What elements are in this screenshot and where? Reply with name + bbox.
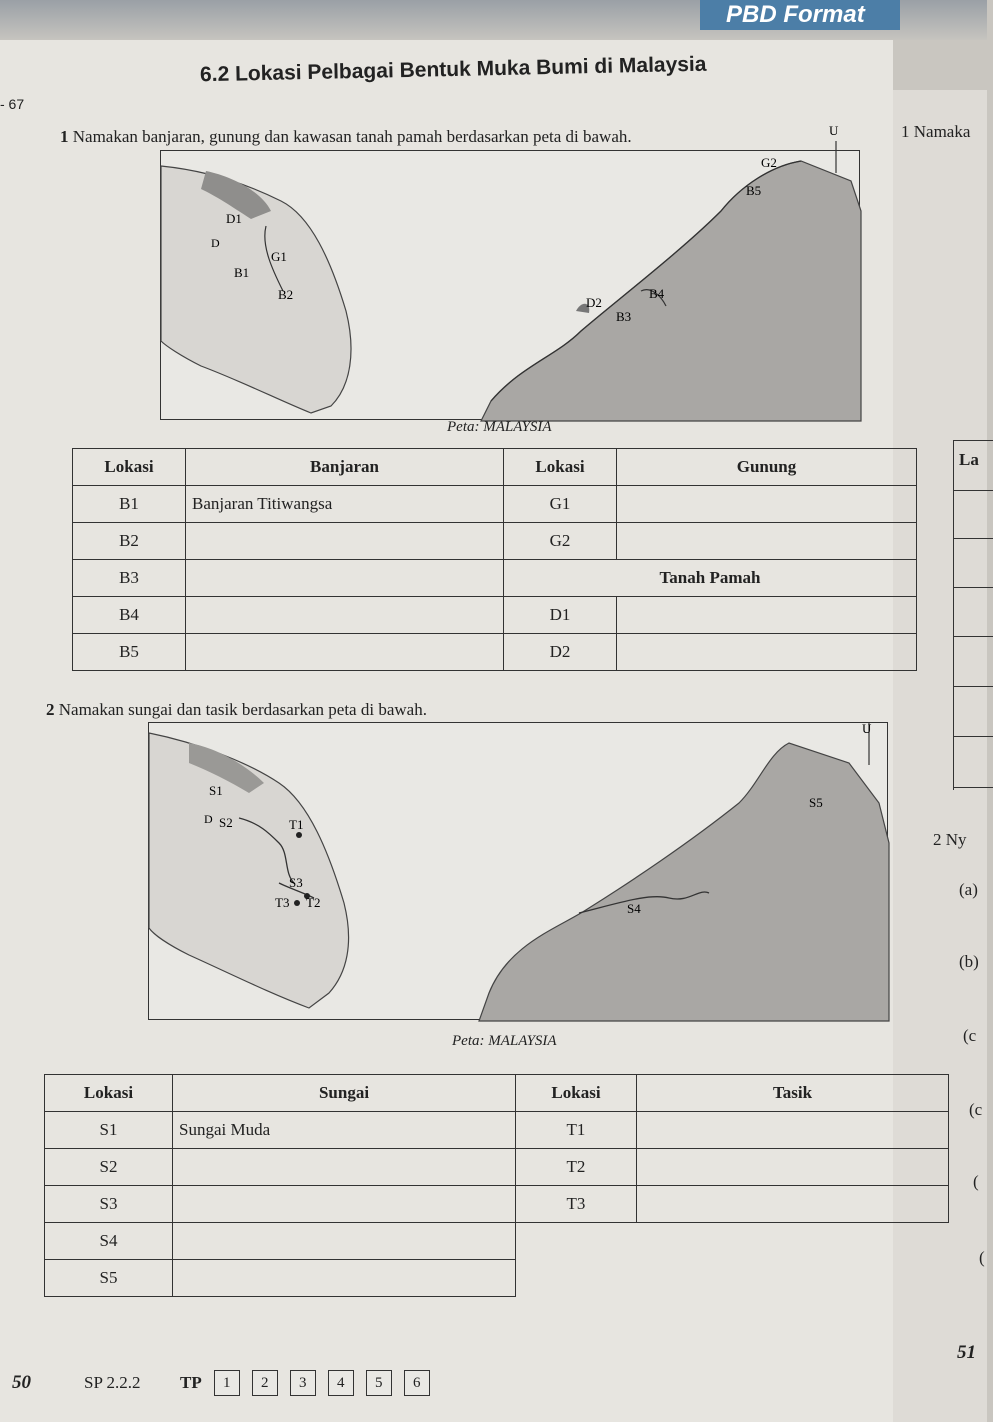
right-table-border xyxy=(953,440,954,790)
q2-col-sungai: Sungai xyxy=(173,1075,516,1112)
q2-tasik-nama[interactable] xyxy=(637,1112,949,1149)
q1-col-tanah-pamah: Tanah Pamah xyxy=(504,560,917,597)
q2-map-label: T2 xyxy=(306,895,321,910)
q1-label xyxy=(60,127,632,147)
q1-map-label: B1 xyxy=(234,265,250,280)
q1-map-label: D1 xyxy=(226,211,242,226)
q1-map-label: D xyxy=(211,236,220,250)
right-table-line xyxy=(953,587,993,588)
right-item-c: (c xyxy=(963,1026,977,1045)
right-table-line xyxy=(953,538,993,539)
q1-map-label: D2 xyxy=(586,295,602,310)
q2-map-label: S1 xyxy=(209,783,223,798)
q1-gunung-nama[interactable] xyxy=(617,523,917,560)
q1-pamah-nama[interactable] xyxy=(617,634,917,671)
q1-map-label: B5 xyxy=(746,183,762,198)
tp-level-5[interactable]: 5 xyxy=(366,1370,392,1396)
q2-tasik-nama[interactable] xyxy=(637,1149,949,1186)
q2-map-drawing xyxy=(149,723,889,1021)
q2-map-label: S4 xyxy=(627,901,641,916)
q1-banjaran-nama[interactable]: Banjaran Titiwangsa xyxy=(186,486,504,523)
q1-text: Namakan banjaran, gunung dan kawasan tanah pamah berdasarkan peta di bawah. xyxy=(72,127,632,146)
right-item-a: (a) xyxy=(959,880,978,899)
q2-tasik-lokasi: T1 xyxy=(516,1112,637,1149)
q1-pamah-lokasi: D2 xyxy=(504,634,617,671)
right-table-line xyxy=(953,787,993,788)
q2-tasik-lokasi: T2 xyxy=(516,1149,637,1186)
q1-banjaran-nama[interactable] xyxy=(186,597,504,634)
tp-row xyxy=(180,1370,430,1396)
tp-level-2[interactable]: 2 xyxy=(252,1370,278,1396)
right-item-b: (b) xyxy=(959,952,979,971)
q1-col-gunung: Gunung xyxy=(617,449,917,486)
q2-sungai-nama[interactable] xyxy=(173,1223,516,1260)
q1-banjaran-lokasi: B4 xyxy=(73,597,186,634)
q2-sungai-nama[interactable] xyxy=(173,1260,516,1297)
right-table-line xyxy=(953,736,993,737)
q1-pamah-nama[interactable] xyxy=(617,597,917,634)
q1-banjaran-lokasi: B3 xyxy=(73,560,186,597)
q1-gunung-lokasi: G1 xyxy=(504,486,617,523)
q2-sungai-nama[interactable] xyxy=(173,1186,516,1223)
q1-map-label: G2 xyxy=(761,155,777,170)
q2-map-label: T1 xyxy=(289,817,304,832)
q1-map-label: B3 xyxy=(616,309,632,324)
q1-col-lokasi: Lokasi xyxy=(73,449,186,486)
q2-tasik-lokasi: T3 xyxy=(516,1186,637,1223)
right-table-line xyxy=(953,440,993,441)
q1-col-banjaran: Banjaran xyxy=(186,449,504,486)
q2-map-label: T3 xyxy=(275,895,290,910)
q2-sungai-lokasi: S1 xyxy=(45,1112,173,1149)
q2-sungai-lokasi: S4 xyxy=(45,1223,173,1260)
right-item-d: (c xyxy=(969,1100,983,1119)
q2-map-label: S5 xyxy=(809,795,823,810)
q1-banjaran-nama[interactable] xyxy=(186,523,504,560)
t1-lake-marker xyxy=(296,832,302,838)
page-number-left: 50 xyxy=(12,1372,31,1393)
right-q1-text: 1 Namaka xyxy=(901,122,971,141)
q2-map-label: S2 xyxy=(219,815,233,830)
q1-table xyxy=(72,448,917,671)
right-item-e: ( xyxy=(973,1172,979,1191)
q2-col-lokasi: Lokasi xyxy=(45,1075,173,1112)
q1-number: 1 xyxy=(60,127,69,146)
q1-map-caption: Peta: MALAYSIA xyxy=(447,419,552,435)
q1-banjaran-lokasi: B5 xyxy=(73,634,186,671)
q2-map-caption: Peta: MALAYSIA xyxy=(452,1033,557,1049)
pbd-format-banner: PBD Format xyxy=(700,0,900,30)
right-table-head: La xyxy=(959,450,979,469)
q2-col-lokasi2: Lokasi xyxy=(516,1075,637,1112)
q1-banjaran-nama[interactable] xyxy=(186,634,504,671)
q2-map-label: S3 xyxy=(289,875,303,890)
q2-label xyxy=(46,700,427,720)
tp-level-6[interactable]: 6 xyxy=(404,1370,430,1396)
q2-tasik-nama[interactable] xyxy=(637,1186,949,1223)
q1-compass: U xyxy=(829,123,839,138)
q2-sungai-lokasi: S5 xyxy=(45,1260,173,1297)
right-table-line xyxy=(953,636,993,637)
q1-banjaran-lokasi: B2 xyxy=(73,523,186,560)
q2-map xyxy=(148,722,888,1020)
t2-lake-marker xyxy=(294,900,300,906)
q1-map-label: B4 xyxy=(649,286,665,301)
q2-map-label: D xyxy=(204,812,213,826)
q2-sungai-nama[interactable] xyxy=(173,1149,516,1186)
q1-col-lokasi2: Lokasi xyxy=(504,449,617,486)
side-number: - 67 xyxy=(0,96,25,112)
page-number-right: 51 xyxy=(957,1342,976,1363)
empty-cell xyxy=(516,1223,949,1260)
right-table-line xyxy=(953,490,993,491)
q2-sungai-lokasi: S3 xyxy=(45,1186,173,1223)
q2-table xyxy=(44,1074,949,1297)
q2-sungai-nama[interactable]: Sungai Muda xyxy=(173,1112,516,1149)
q1-gunung-nama[interactable] xyxy=(617,486,917,523)
right-item-f: ( xyxy=(979,1248,985,1267)
tp-level-4[interactable]: 4 xyxy=(328,1370,354,1396)
q1-banjaran-lokasi: B1 xyxy=(73,486,186,523)
tp-label: TP xyxy=(180,1373,202,1392)
q2-col-tasik: Tasik xyxy=(637,1075,949,1112)
tp-level-3[interactable]: 3 xyxy=(290,1370,316,1396)
q1-map-label: B2 xyxy=(278,287,294,302)
q2-sungai-lokasi: S2 xyxy=(45,1149,173,1186)
q1-gunung-lokasi: G2 xyxy=(504,523,617,560)
sp-code: SP 2.2.2 xyxy=(84,1373,141,1392)
q2-number: 2 xyxy=(46,700,55,719)
q1-pamah-lokasi: D1 xyxy=(504,597,617,634)
section-title: 6.2 Lokasi Pelbagai Bentuk Muka Bumi di Malaysia xyxy=(199,52,707,87)
q1-map-label: G1 xyxy=(271,249,287,264)
right-q2-text: 2 Ny xyxy=(933,830,967,849)
right-table-line xyxy=(953,686,993,687)
q2-compass: U xyxy=(862,721,872,736)
q1-banjaran-nama[interactable] xyxy=(186,560,504,597)
tp-level-1[interactable]: 1 xyxy=(214,1370,240,1396)
q2-text: Namakan sungai dan tasik berdasarkan peta di bawah. xyxy=(58,700,427,719)
empty-cell xyxy=(516,1260,949,1297)
